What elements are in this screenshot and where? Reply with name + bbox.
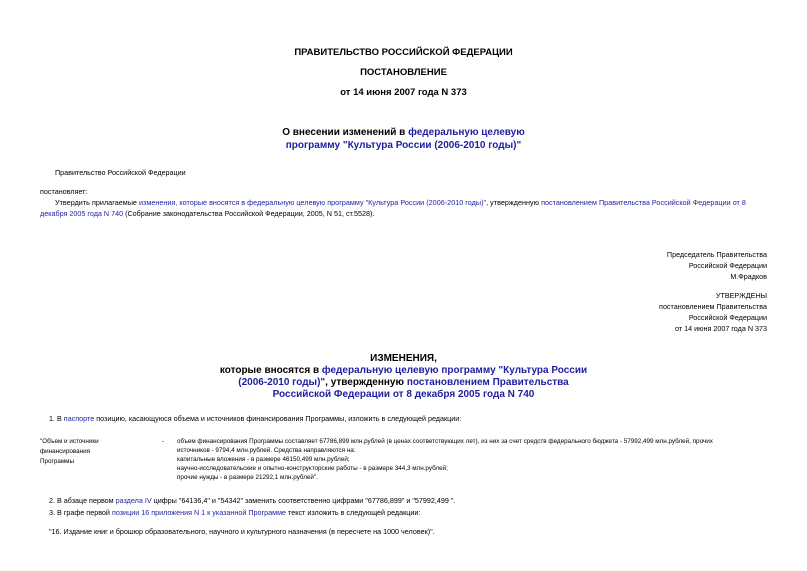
changes-title: ИЗМЕНЕНИЯ,: [370, 353, 437, 364]
issuer-text: Правительство Российской Федерации: [55, 168, 186, 177]
table-label-3: Программы: [40, 458, 75, 465]
resolves-text: постановляет:: [40, 187, 88, 196]
changes-title-link-4[interactable]: Российской Федерации от 8 декабря 2005 года N 740: [272, 389, 535, 400]
approved-line-2: постановлением Правительства: [659, 302, 767, 311]
subject-text: О внесении изменений в: [282, 127, 409, 138]
subject-line-1: [0, 126, 807, 139]
table-label-2: финансирования: [40, 448, 91, 455]
document-type: ПОСТАНОВЛЕНИЕ: [360, 67, 447, 78]
item-2: [49, 496, 455, 505]
signature-name: М.Фрадков: [730, 272, 767, 281]
subject-line-2: [0, 139, 807, 152]
changes-title-text: которые вносятся в: [219, 365, 322, 376]
item-3: [49, 508, 420, 517]
approved-heading: УТВЕРЖДЕНЫ: [715, 291, 767, 300]
item-3-quote: "16. Издание книг и брошюр образовательного, научного и культурного назначения (в пересчете на 1000 человек)".: [49, 527, 435, 536]
government-heading: ПРАВИТЕЛЬСТВО РОССИЙСКОЙ ФЕДЕРАЦИИ: [294, 47, 513, 58]
signature-country: Российской Федерации: [688, 261, 767, 270]
item-3-prefix: 3. В графе первой: [49, 508, 112, 517]
table-line: капитальные вложения - в размере 46150,499 млн.рублей;: [177, 456, 350, 463]
item-1-text: позицию, касающуюся объема и источников финансирования Программы, изложить в следующей редакции:: [94, 414, 462, 423]
item-1-prefix: 1. В: [49, 414, 64, 423]
subject-link-2[interactable]: программу "Культура России (2006-2010 годы)": [285, 140, 522, 151]
table-dash: -: [162, 438, 165, 445]
changes-title-link-2[interactable]: (2006-2010 годы)": [238, 377, 326, 388]
table-line: научно-исследовательские и опытно-конструкторские работы - в размере 344,3 млн.рублей;: [177, 465, 448, 472]
appendix-link[interactable]: позиции 16 приложения N 1 к указанной Программе: [111, 508, 287, 517]
item-3-text: текст изложить в следующей редакции:: [286, 508, 421, 517]
p1-link-date[interactable]: декабря 2005 года N 740: [40, 209, 124, 218]
subject-link-1[interactable]: федеральную целевую: [408, 127, 525, 138]
approved-line-4: от 14 июня 2007 года N 373: [674, 324, 767, 333]
item-1: [49, 414, 461, 423]
changes-title-text-2: , утвержденную: [325, 377, 407, 388]
passport-link[interactable]: паспорте: [63, 414, 95, 423]
p1-text-c: (Собрание законодательства Российской Федерации, 2005, N 51, ст.5528).: [123, 209, 375, 218]
section-iv-link[interactable]: раздела IV: [115, 496, 152, 505]
changes-title-line-4: [0, 388, 807, 401]
resolution-paragraph-line-1: [55, 198, 746, 207]
p1-text-a: Утвердить прилагаемые: [55, 198, 139, 207]
signature-position: Председатель Правительства: [666, 250, 767, 259]
document-date-number: от 14 июня 2007 года N 373: [340, 87, 467, 98]
p1-text-b: , утвержденную: [486, 198, 542, 207]
item-2-text: цифры "64136,4" и "54342" заменить соответственно цифрами "67786,899" и "57992,499 ".: [151, 496, 456, 505]
table-line: источников - 9794,4 млн.рублей. Средства направляются на:: [177, 447, 356, 454]
resolution-paragraph-line-2: [40, 209, 374, 218]
changes-title-link-3[interactable]: постановлением Правительства: [406, 377, 569, 388]
p1-link-changes[interactable]: изменения, которые вносятся в федеральную целевую программу "Культура России (2006-2010 годы)": [138, 198, 487, 207]
table-line: прочие нужды - в размере 21292,1 млн.рублей".: [177, 474, 318, 481]
p1-link-resolution[interactable]: постановлением Правительства Российской Федерации от 8: [541, 198, 746, 207]
item-2-prefix: 2. В абзаце первом: [49, 496, 116, 505]
table-line: объем финансирования Программы составляет 67786,899 млн.рублей (в ценах соответствующих лет), из них за счет средств федерального бюджета - 57992,499 млн.рублей, прочих: [177, 438, 713, 445]
changes-title-link-1[interactable]: федеральную целевую программу "Культура России: [321, 365, 588, 376]
table-label-1: "Объем и источники: [40, 438, 99, 445]
approved-line-3: Российской Федерации: [688, 313, 767, 322]
